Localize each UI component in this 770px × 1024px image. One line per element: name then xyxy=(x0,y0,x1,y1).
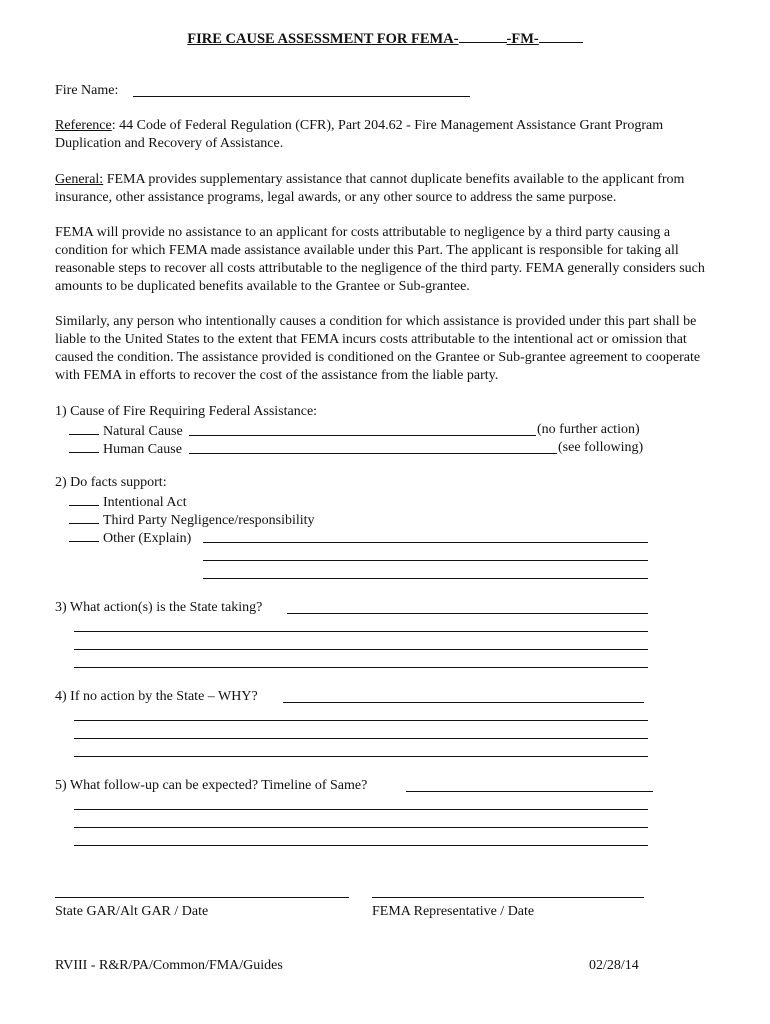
human-cause-blank[interactable] xyxy=(69,439,99,453)
reference-paragraph xyxy=(55,117,720,153)
q3-label: 3) What action(s) is the State taking? xyxy=(55,600,263,615)
footer-date: 02/28/14 xyxy=(589,958,639,973)
fema-number-blank[interactable] xyxy=(459,28,507,43)
other-explain-line-1[interactable] xyxy=(203,542,648,543)
human-cause-label: Human Cause xyxy=(103,442,182,457)
reference-text: : 44 Code of Federal Regulation (CFR), Part 204.62 - Fire Management Assistance Grant Program Duplication and Recovery of Assistance. xyxy=(55,118,664,151)
q3-answer-line-3[interactable] xyxy=(74,649,648,650)
footer-path: RVIII - R&R/PA/Common/FMA/Guides xyxy=(55,958,283,973)
human-note: (see following) xyxy=(558,440,644,455)
negligence-paragraph: FEMA will provide no assistance to an applicant for costs attributable to negligence by a third party causing a condition for which FEMA made assistance available under this Part. The applicant is responsible for taking all reasonable steps to recover all costs attributable to the negligence of the third party. FEMA generally considers such amounts to be duplicated benefits available to the Grantee or Sub-grantee. xyxy=(55,225,705,294)
q4-answer-line-2[interactable] xyxy=(74,720,648,721)
q5-answer-line-1[interactable] xyxy=(406,791,653,792)
fm-number-blank[interactable] xyxy=(539,28,583,43)
q4-answer-line-4[interactable] xyxy=(74,756,648,757)
q1-label: 1) Cause of Fire Requiring Federal Assistance: xyxy=(55,404,318,419)
q5-answer-line-3[interactable] xyxy=(74,827,648,828)
q4-answer-line-3[interactable] xyxy=(74,738,648,739)
q3-answer-line-2[interactable] xyxy=(74,631,648,632)
general-text: FEMA provides supplementary assistance that cannot duplicate benefits available to the applicant from insurance, other assistance programs, legal awards, or any other source to address the same purpose. xyxy=(55,172,685,205)
state-gar-signature-line[interactable] xyxy=(55,897,349,898)
negligence-label: Third Party Negligence/responsibility xyxy=(103,513,315,528)
q2-option-negligence xyxy=(69,510,315,530)
fema-rep-signature-line[interactable] xyxy=(372,897,644,898)
natural-cause-line[interactable] xyxy=(189,435,536,436)
other-explain-line-3[interactable] xyxy=(203,578,648,579)
q2-option-intentional xyxy=(69,492,187,512)
q2-option-other xyxy=(69,528,191,548)
natural-cause-label: Natural Cause xyxy=(103,424,183,439)
q4-answer-line-1[interactable] xyxy=(283,702,644,703)
natural-note: (no further action) xyxy=(537,422,640,437)
q5-label: 5) What follow-up can be expected? Timeline of Same? xyxy=(55,778,368,793)
q5-answer-line-4[interactable] xyxy=(74,845,648,846)
q2-label: 2) Do facts support: xyxy=(55,475,167,490)
human-cause-line[interactable] xyxy=(189,453,557,454)
reference-label: Reference xyxy=(55,118,112,133)
intentional-label: Intentional Act xyxy=(103,495,187,510)
other-explain-line-2[interactable] xyxy=(203,560,648,561)
other-label: Other (Explain) xyxy=(103,531,192,546)
q3-answer-line-4[interactable] xyxy=(74,667,648,668)
fema-rep-label: FEMA Representative / Date xyxy=(372,904,535,919)
q1-natural-option xyxy=(69,421,183,441)
page-title xyxy=(0,28,770,48)
other-blank[interactable] xyxy=(69,528,99,542)
general-paragraph xyxy=(55,171,720,207)
title-part2: -FM- xyxy=(506,31,539,47)
q5-answer-line-2[interactable] xyxy=(74,809,648,810)
fire-name-label: Fire Name: xyxy=(55,83,119,98)
state-gar-label: State GAR/Alt GAR / Date xyxy=(55,904,209,919)
liability-paragraph: Similarly, any person who intentionally causes a condition for which assistance is provided under this part shall be liable to the United States to the extent that FEMA incurs costs attributable to the intentional act or omission that caused the condition. The assistance provided is conditioned on the Grantee or Sub-grantee agreement to cooperate with FEMA in efforts to recover the cost of the assistance from the liable party. xyxy=(55,314,701,383)
fire-name-field[interactable] xyxy=(133,96,470,97)
negligence-blank[interactable] xyxy=(69,510,99,524)
q3-answer-line-1[interactable] xyxy=(287,613,648,614)
general-label: General: xyxy=(55,172,104,187)
q4-label: 4) If no action by the State – WHY? xyxy=(55,689,258,704)
natural-cause-blank[interactable] xyxy=(69,421,99,435)
intentional-blank[interactable] xyxy=(69,492,99,506)
title-part1: FIRE CAUSE ASSESSMENT FOR FEMA- xyxy=(187,31,459,47)
q1-human-option xyxy=(69,439,182,459)
